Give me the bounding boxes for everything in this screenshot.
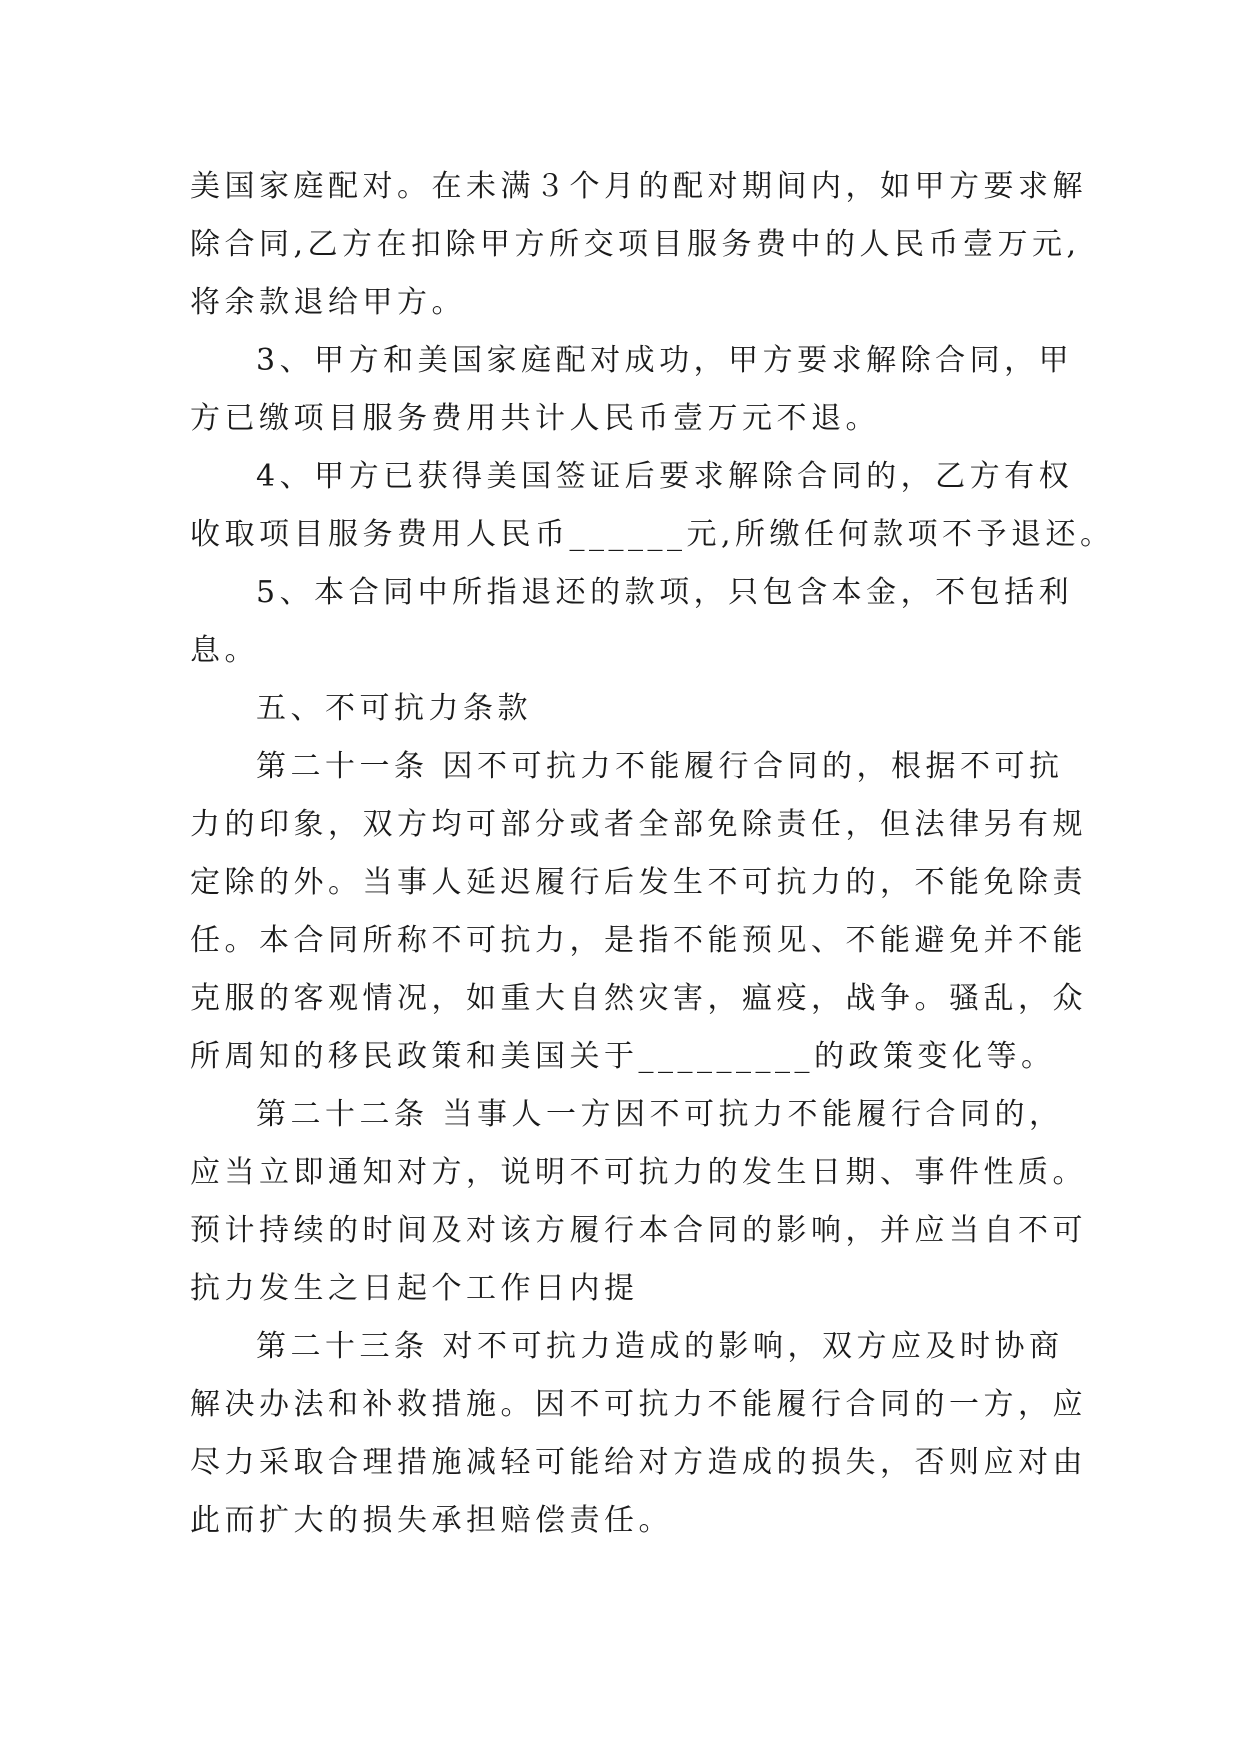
document-body [190,158,1115,1550]
text-line: 抗力发生之日起个工作日内提 [190,1271,639,1306]
text-line: 预计持续的时间及对该方履行本合同的影响，并应当自不可 [190,1213,1087,1248]
text-line: 第二十三条 对不可抗力造成的影响，双方应及时协商 [256,1329,1064,1364]
text-line: 任。本合同所称不可抗力，是指不能预见、不能避免并不能 [190,923,1087,958]
text-line: 方已缴项目服务费用共计人民币壹万元不退。 [190,401,880,436]
text-line: 第二十二条 当事人一方因不可抗力不能履行合同的， [256,1097,1064,1132]
text-line: 所周知的移民政策和美国关于_________的政策变化等。 [190,1039,1056,1074]
text-line: 克服的客观情况，如重大自然灾害，瘟疫，战争。骚乱，众 [190,981,1087,1016]
text-line: 尽力采取合理措施减轻可能给对方造成的损失，否则应对由 [190,1445,1087,1480]
text-line: 美国家庭配对。在未满３个月的配对期间内，如甲方要求解 [190,169,1087,204]
text-line: 4、甲方已获得美国签证后要求解除合同的，乙方有权 [256,459,1074,494]
text-line: 应当立即通知对方，说明不可抗力的发生日期、事件性质。 [190,1155,1087,1190]
text-line: 第二十一条 因不可抗力不能履行合同的，根据不可抗 [256,749,1064,784]
text-line: 定除的外。当事人延迟履行后发生不可抗力的，不能免除责 [190,865,1087,900]
text-line: 3、甲方和美国家庭配对成功，甲方要求解除合同，甲 [256,343,1074,378]
text-line: 5、本合同中所指退还的款项，只包含本金，不包括利 [256,575,1074,610]
text-line: 息。 [190,633,259,668]
text-line: 将余款退给甲方。 [190,285,466,320]
text-line: 五、不可抗力条款 [256,691,532,726]
text-line: 力的印象，双方均可部分或者全部免除责任，但法律另有规 [190,807,1087,842]
text-line: 解决办法和补救措施。因不可抗力不能履行合同的一方，应 [190,1387,1087,1422]
text-line: 除合同,乙方在扣除甲方所交项目服务费中的人民币壹万元, [190,227,1081,262]
text-line: 收取项目服务费用人民币______元,所缴任何款项不予退还。 [190,517,1115,552]
text-line: 此而扩大的损失承担赔偿责任。 [190,1503,673,1538]
